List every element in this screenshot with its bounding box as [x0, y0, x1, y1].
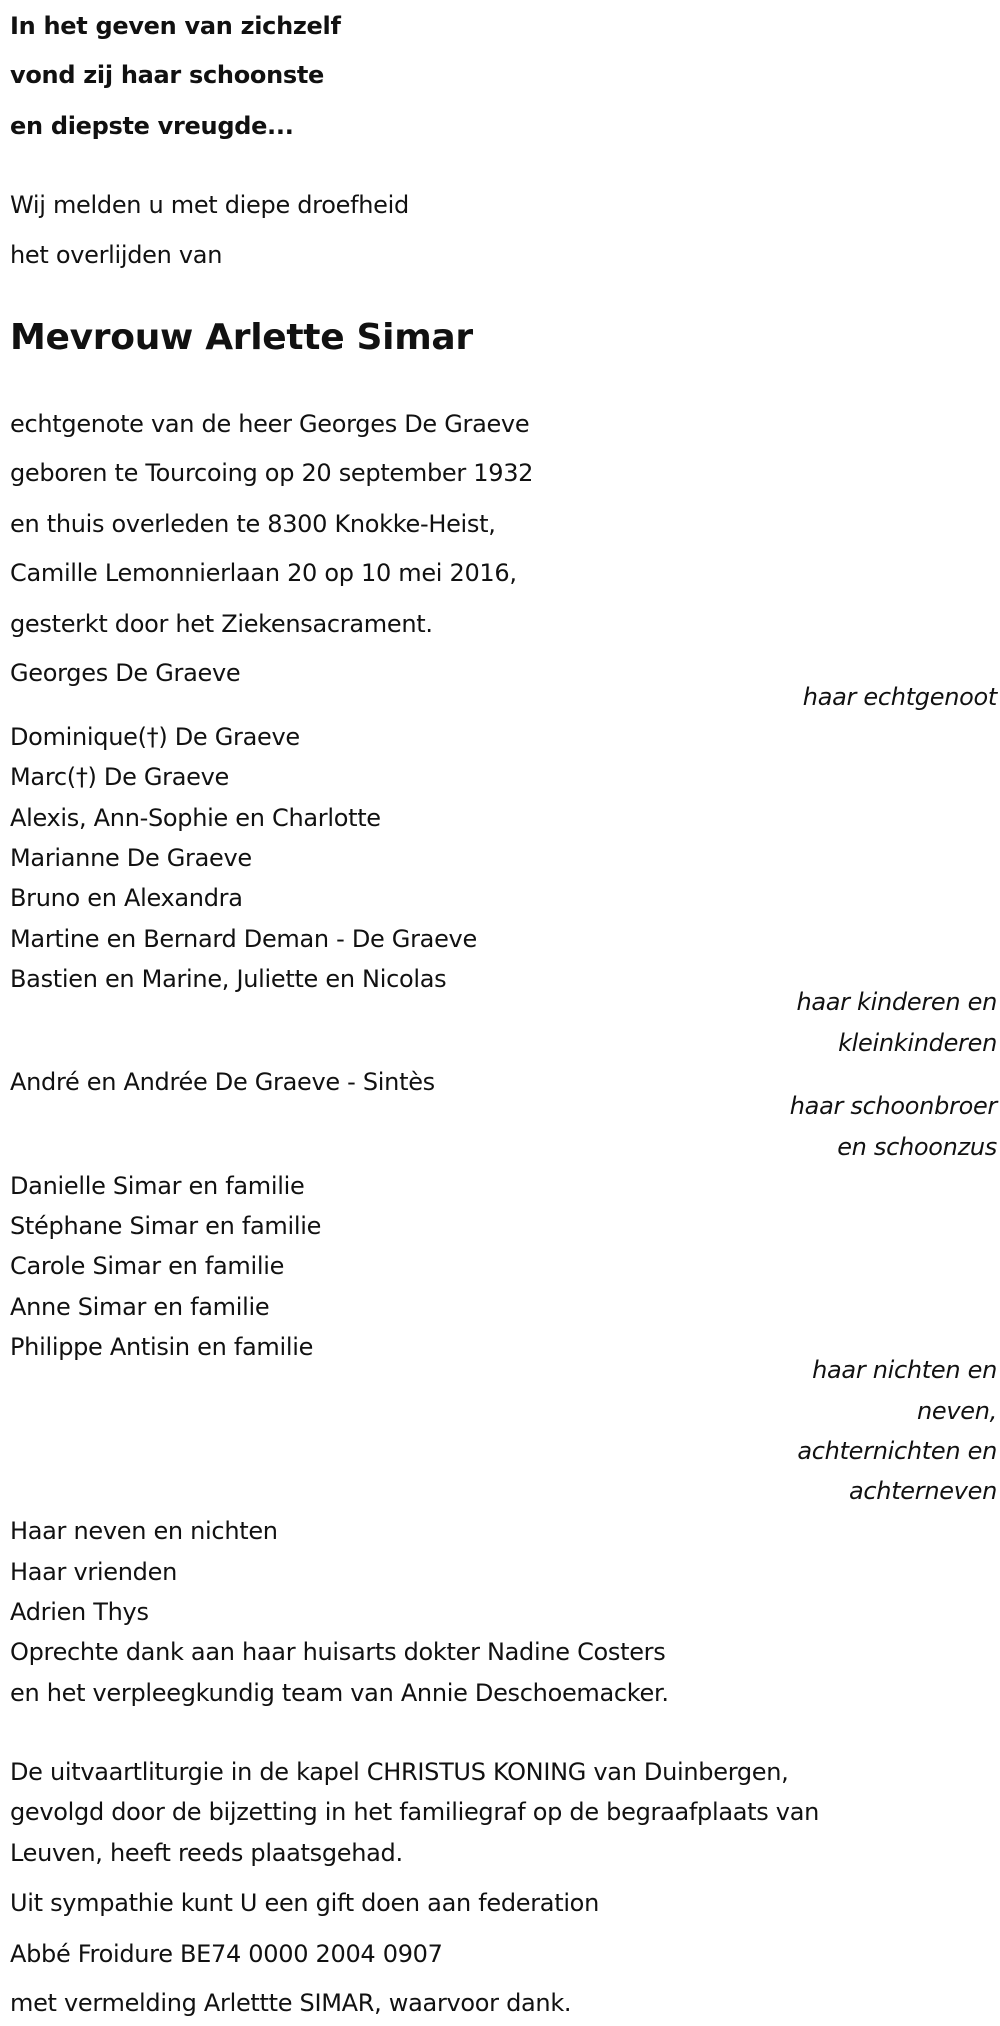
children-relation: kleinkinderen: [838, 1029, 997, 1057]
other-line: Haar vrienden: [10, 1558, 177, 1586]
detail-line: en thuis overleden te 8300 Knokke-Heist,: [10, 510, 496, 538]
donation-line: met vermelding Arlettte SIMAR, waarvoor dank.: [10, 1989, 572, 2017]
funeral-line: Leuven, heeft reeds plaatsgehad.: [10, 1839, 403, 1867]
niece-name: Philippe Antisin en familie: [10, 1333, 314, 1361]
child-name: Alexis, Ann-Sophie en Charlotte: [10, 804, 381, 832]
child-name: Marianne De Graeve: [10, 844, 252, 872]
detail-line: geboren te Tourcoing op 20 september 1932: [10, 459, 534, 487]
niece-name: Danielle Simar en familie: [10, 1172, 305, 1200]
funeral-line: De uitvaartliturgie in de kapel CHRISTUS KONING van Duinbergen,: [10, 1758, 789, 1786]
other-line: Haar neven en nichten: [10, 1517, 278, 1545]
motto-line: vond zij haar schoonste: [10, 61, 324, 89]
motto-line: en diepste vreugde...: [10, 112, 294, 140]
intro-line: het overlijden van: [10, 241, 223, 269]
niece-name: Carole Simar en familie: [10, 1252, 285, 1280]
children-relation: haar kinderen en: [796, 988, 997, 1016]
spouse-name: Georges De Graeve: [10, 659, 241, 687]
intro-line: Wij melden u met diepe droefheid: [10, 191, 409, 219]
niece-name: Stéphane Simar en familie: [10, 1212, 322, 1240]
nieces-relation: neven,: [917, 1397, 997, 1425]
motto-line: In het geven van zichzelf: [10, 12, 341, 40]
inlaw-name: André en Andrée De Graeve - Sintès: [10, 1068, 435, 1096]
detail-line: echtgenote van de heer Georges De Graeve: [10, 410, 530, 438]
other-line: Adrien Thys: [10, 1598, 149, 1626]
child-name: Bastien en Marine, Juliette en Nicolas: [10, 965, 447, 993]
niece-name: Anne Simar en familie: [10, 1293, 270, 1321]
child-name: Marc(†) De Graeve: [10, 763, 229, 791]
child-name: Bruno en Alexandra: [10, 884, 243, 912]
funeral-line: gevolgd door de bijzetting in het familiegraf op de begraafplaats van: [10, 1798, 820, 1826]
child-name: Martine en Bernard Deman - De Graeve: [10, 925, 477, 953]
spouse-relation: haar echtgenoot: [802, 683, 997, 711]
deceased-name: Mevrouw Arlette Simar: [10, 317, 473, 358]
nieces-relation: haar nichten en: [812, 1356, 997, 1384]
nieces-relation: achternichten en: [797, 1437, 997, 1465]
inlaws-relation: en schoonzus: [837, 1133, 997, 1161]
donation-line: Abbé Froidure BE74 0000 2004 0907: [10, 1940, 443, 1968]
child-name: Dominique(†) De Graeve: [10, 723, 300, 751]
inlaws-relation: haar schoonbroer: [789, 1092, 997, 1120]
detail-line: gesterkt door het Ziekensacrament.: [10, 610, 433, 638]
nieces-relation: achterneven: [848, 1477, 997, 1505]
detail-line: Camille Lemonnierlaan 20 op 10 mei 2016,: [10, 559, 517, 587]
other-line: Oprechte dank aan haar huisarts dokter Nadine Costers: [10, 1638, 666, 1666]
donation-line: Uit sympathie kunt U een gift doen aan federation: [10, 1889, 599, 1917]
other-line: en het verpleegkundig team van Annie Deschoemacker.: [10, 1679, 669, 1707]
